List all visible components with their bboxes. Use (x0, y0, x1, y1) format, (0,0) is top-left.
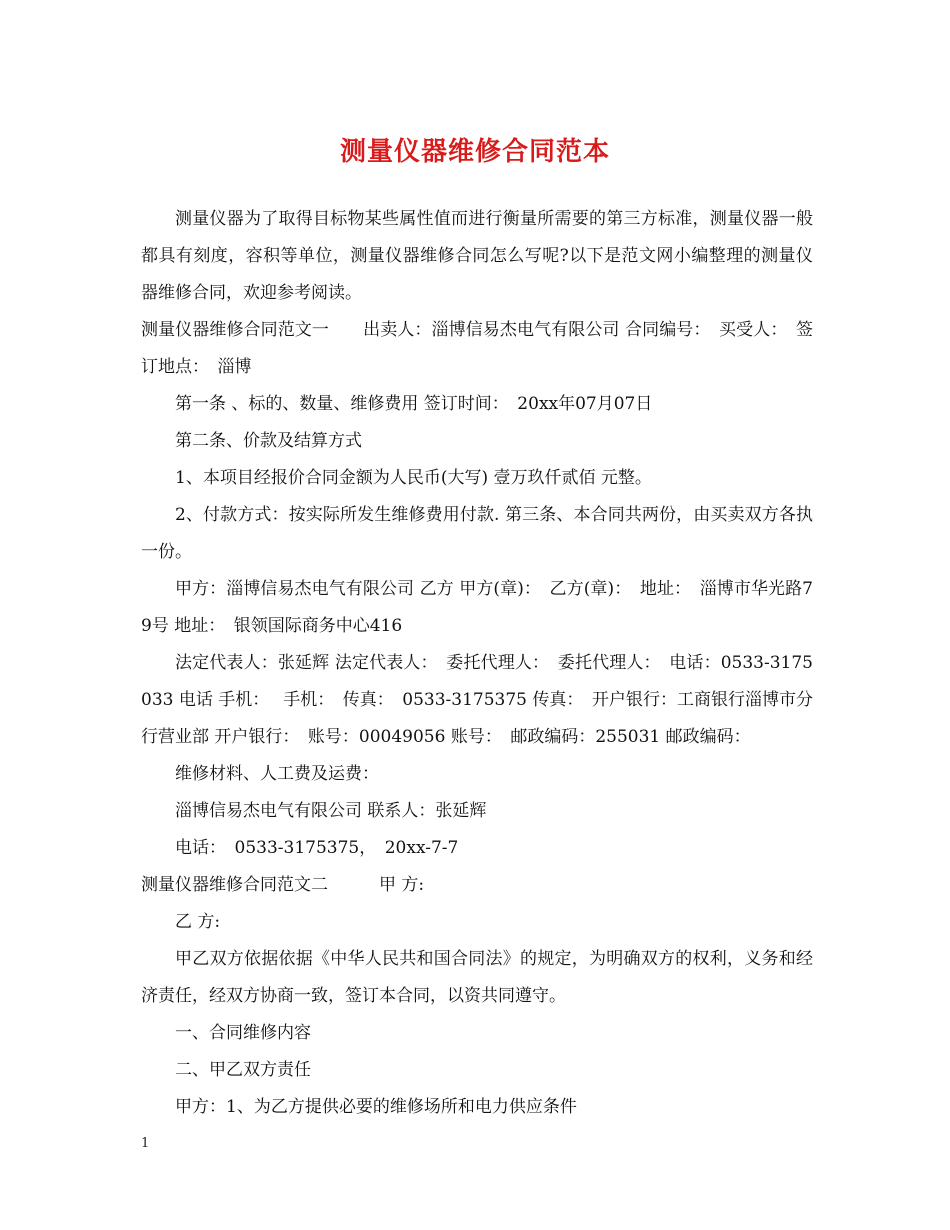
paragraph: 二、甲乙双方责任 (175, 1060, 311, 1080)
paragraph: 淄博信易杰电气有限公司 联系人：张延辉 (175, 801, 487, 821)
paragraph: 测量仪器为了取得目标物某些属性值而进行衡量所需要的第三方标准，测量仪器一般都具有刻度，容积等单位，测量仪器维修合同怎么写呢?以下是范文网小编整理的测量仪器维修合同，欢迎参考阅读。 (141, 209, 813, 303)
paragraph: 维修材料、人工费及运费： (175, 764, 379, 784)
paragraph: 甲乙双方依据依据《中华人民共和国合同法》的规定，为明确双方的权利，义务和经济责任，经双方协商一致，签订本合同，以资共同遵守。 (141, 949, 813, 1006)
page-number: 1 (141, 1136, 150, 1151)
document-body (141, 201, 813, 1126)
paragraph: 测量仪器维修合同范文一 出卖人：淄博信易杰电气有限公司 合同编号： 买受人： 签订地点： 淄博 (141, 320, 813, 377)
paragraph: 一、合同维修内容 (175, 1023, 311, 1043)
paragraph: 测量仪器维修合同范文二 甲 方: (141, 875, 425, 895)
paragraph: 2、付款方式：按实际所发生维修费用付款. 第三条、本合同共两份，由买卖双方各执一份。 (141, 505, 813, 562)
paragraph: 第二条、价款及结算方式 (175, 431, 362, 451)
paragraph: 电话： 0533-3175375， 20xx-7-7 (175, 838, 459, 858)
paragraph: 第一条 、标的、数量、维修费用 签订时间： 20xx年07月07日 (175, 394, 653, 414)
paragraph: 法定代表人：张延辉 法定代表人： 委托代理人： 委托代理人： 电话：0533-3175033 电话 手机： 手机： 传真： 0533-3175375 传真： 开户银行：工商银行淄博市分行营业部 开户银行： 账号：00049056 账号： 邮政编码：255031 邮政编码： (141, 653, 813, 747)
paragraph: 乙 方: (175, 912, 221, 932)
paragraph: 甲方：淄博信易杰电气有限公司 乙方 甲方(章)： 乙方(章)： 地址： 淄博市华光路79号 地址： 银领国际商务中心416 (141, 579, 813, 636)
document-title: 测量仪器维修合同范本 (339, 137, 610, 167)
paragraph: 1、本项目经报价合同金额为人民币(大写) 壹万玖仟贰佰 元整。 (175, 468, 652, 488)
paragraph: 甲方：1、为乙方提供必要的维修场所和电力供应条件 (175, 1097, 577, 1117)
